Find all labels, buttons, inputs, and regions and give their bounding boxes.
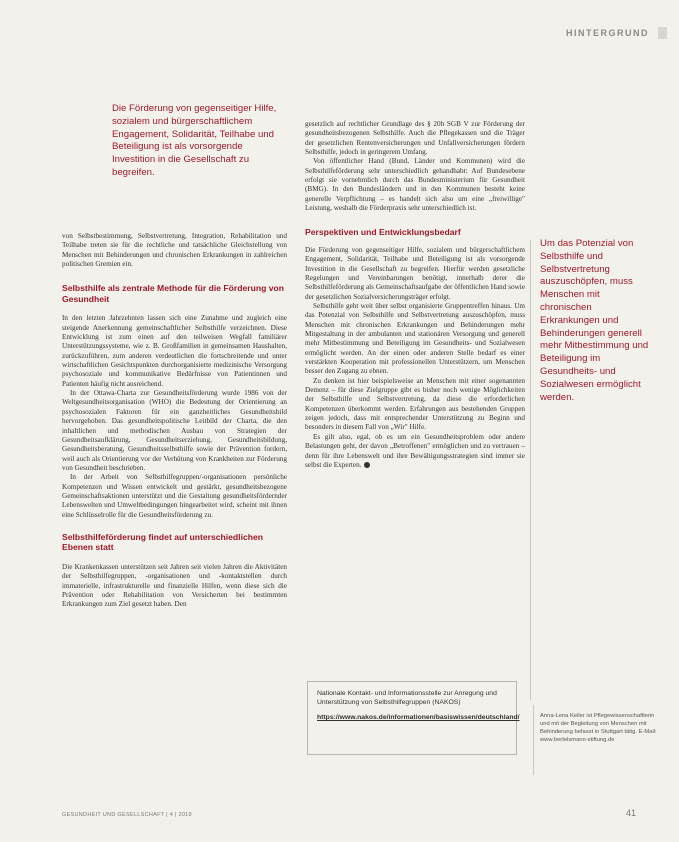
info-box-text: Nationale Kontakt- und Informationsstelle zur Anregung und Unterstützung von Selbsthilfegruppen (NAKOS) [317, 690, 497, 706]
left-para-3: In der Arbeit von Selbsthilfegruppen/-organisationen persönliche Kompetenzen und Wissen entwickelt und gestärkt, gesundheitsbezogene Gemeinschaftsaktionen unterstützt und die Gestaltung gesundheitsfördernder Lebenswelten und Umweltbedingungen hingearbeitet wird, scheint mit ihnen eine Schlüsselrolle für die Gesundheitsförderung zu. [62, 473, 287, 519]
footer-publication: GESUNDHEIT UND GESELLSCHAFT | 4 | 2019 [62, 812, 192, 818]
left-para-4: Die Krankenkassen unterstützen seit Jahren seit vielen Jahren die Aktivitäten der Selbsthilfegruppen, -organisationen und -kontaktstellen durch immaterielle, infrastrukturelle und finanzielle Hilfen, wenn diese sich die Prävention oder Rehabilitation von Versicherten bei bestimmten Erkrankungen zum Ziel gesetzt haben. Den [62, 562, 287, 609]
info-box [307, 681, 520, 755]
section-label: HINTERGRUND [566, 28, 649, 38]
left-intro: von Selbstbestimmung, Selbstvertretung, Integration, Rehabilitation und Teilhabe treten sie für die rechtliche und tatsächliche Gleichstellung von Menschen mit Behinderungen und chronischen Erkrankungen in zahlreichen politischen Gremien ein. [62, 232, 287, 269]
pullquote-right: Um das Potenzial von Selbsthilfe und Selbstvertretung auszuschöpfen, muss Menschen mit chronischen Erkrankungen und Behinderungen generell mehr Mitbestimmung und Beteiligung im Gesundheits- und Sozialwesen ermöglicht werden. [540, 238, 649, 403]
column-divider [530, 240, 531, 700]
article-end-icon [364, 462, 370, 468]
heading-perspektiven: Perspektiven und Entwicklungsbedarf [305, 227, 461, 238]
author-note: Anna-Lena Keller ist Pflegewissenschaftlerin und mit der Begleitung von Menschen mit Behinderung befasst in Stuttgart tätig. E-Mail: www.bertelsmann-stiftung.de [540, 713, 657, 743]
author-divider [533, 705, 534, 775]
middle-para-5-text: Es gilt also, egal, ob es um ein Gesundheitsproblem oder andere Belastungen geht, der davon „Betroffenen" ermöglichen und zu vertrauen – denn für ihre Lebenswelt und ihre Bewältigungsstrategien sind immer sie selbst die Experten. [305, 432, 525, 469]
pullquote-left: Die Förderung von gegenseitiger Hilfe, sozialem und bürgerschaftlichem Engagement, Solidarität, Teilhabe und Beteiligung ist als vorsorgende Investition in die Gesellschaft zu begreifen. [112, 103, 277, 178]
middle-column [305, 120, 525, 470]
section-marker [658, 27, 667, 39]
middle-intro: gesetzlich auf rechtlicher Grundlage des § 20h SGB V zur Förderung der gesundheitsbezogenen Selbsthilfe. Auch die Pflegekassen und die Träger der gesetzlichen Rentenversicherungen und Unfallversicherungen fördern Selbsthilfe, jedoch in geringerem Umfang. [305, 120, 525, 157]
middle-para-2: Die Förderung von gegenseitiger Hilfe, sozialem und bürgerschaftlichem Engagement, Solidarität, Teilhabe und Beteiligung ist als vorsorgende Investition in die Gesellschaft zu begreifen. Hierfür werden gesetzliche Regelungen und Vereinbarungen benötigt, innerhalb derer die Selbsthilfeförderung als Gemeinschaftsaufgabe der öffentlichen Hand sowie der gesetzlichen Sozialversicherungsträger erfolgt. [305, 245, 525, 301]
left-para-2: In der Ottawa-Charta zur Gesundheitsförderung wurde 1986 von der Weltgesundheitsorganisation (WHO) die Bedeutung der Orientierung an psychosozialen Faktoren für ein ganzheitliches Gesundheitsbild hervorgehoben. Das gesundheitspolitische Leitbild der Charta, die den inhaltlichen und methodischen Ausbau von Strategien der Gesundheitsaufklärung, Gesundheitserziehung, Gesundheitsbildung, Gesundheitsberatung, Gesundheitsselbsthilfe sowie der Prävention fordern, weil auch als Orientierung vor der Verhütung von Krankheiten zur Förderung von Gesundheit beschrieben. [62, 389, 287, 472]
middle-para-3: Selbsthilfe geht weit über selbst organisierte Gruppentreffen hinaus. Um das Potenzial von Selbsthilfe und Selbstvertretung auszuschöpfen, muss Menschen mit chronischen Erkrankungen und Behinderungen mehr Mitgestaltung in der ambulanten und stationären Versorgung und generell mehr Mitbestimmung und Beteiligung im Gesundheits- und Sozialwesen ermöglicht werden. An der einen oder anderen Stelle bedarf es einer verstärkten Kooperation mit professionellen Unterstützern, um Menschen besser den Zugang zu ebnen. [305, 302, 525, 376]
info-box-link[interactable]: https://www.nakos.de/informationen/basiswissen/deutschland/ [317, 714, 520, 721]
middle-para-4: Zu denken ist hier beispielsweise an Menschen mit einer sogenannten Demenz – für diese Zielgruppe gibt es bisher noch wenige Möglichkeiten der Selbsthilfe und Selbstvertretung, da diese die erforderlichen Kompetenzen überkommt werden. Erfahrungen aus bestehenden Gruppen zeigen jedoch, dass mit entsprechender Unterstützung zu Beginn und besonders in diesem Fall von „Wir" Hilfe. [305, 376, 525, 432]
middle-para-1: Von öffentlicher Hand (Bund, Länder und Kommunen) wird die Selbsthilfeförderung sehr unterschiedlich gehandhabt: Auf Bundesebene erfolgt sie vornehmlich durch das Bundesministerium für Gesundheit (BMG). In den Bundesländern und in den Kommunen besteht keine generelle Verpflichtung – es handelt sich also um eine „freiwillige" Leistung, weshalb die Förderpraxis sehr unterschiedlich ist. [305, 157, 525, 213]
left-para-1: In den letzten Jahrzehnten lassen sich eine Zunahme und zugleich eine steigende Anerkennung gemeinschaftlicher Selbsthilfe verzeichnen. Diese Entwicklung ist zum einen auf den teilweisen Wegfall familiärer Unterstützungssysteme, wie z. B. Großfamilien in gemeinsamen Haushalten, zurückzuführen, zum anderen verdeutlichen die fortschreitende und unter wirtschaftlichen Gesichtspunkten durchorganisierte medizinische Versorgung psychosoziale und kommunikative Bedürfnisse von Patientinnen und Patienten häufig nicht ausreichend. [62, 314, 287, 388]
left-column [62, 232, 287, 610]
page-number: 41 [626, 808, 637, 818]
middle-para-5 [305, 433, 525, 470]
heading-selbsthilfe-methode: Selbsthilfe als zentrale Methode für die Förderung von Gesundheit [62, 283, 285, 304]
heading-foerderung-ebenen: Selbsthilfeförderung findet auf unterschiedlichen Ebenen statt [62, 531, 264, 553]
